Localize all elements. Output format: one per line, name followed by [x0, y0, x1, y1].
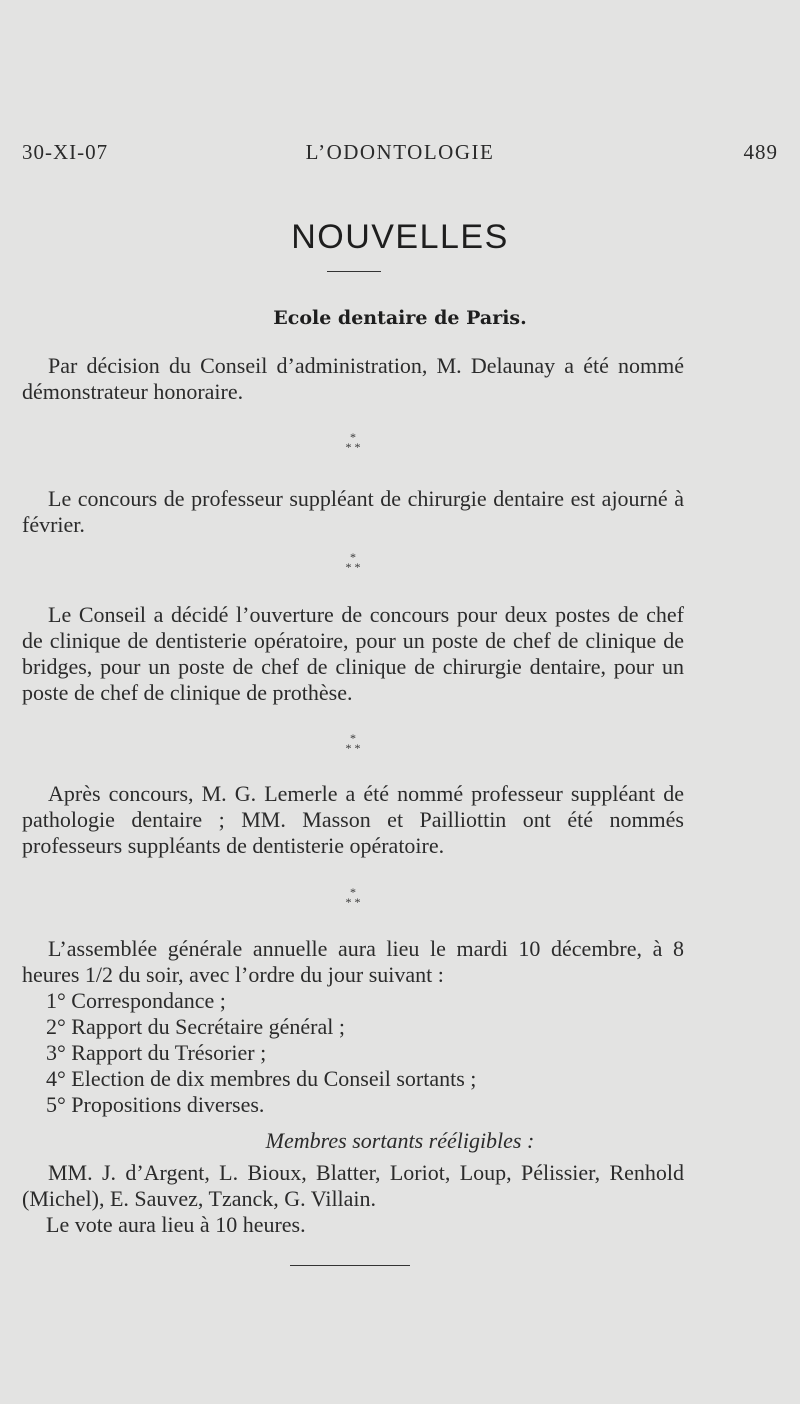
agenda-item: 3° Rapport du Trésorier ;: [46, 1040, 267, 1065]
section-title: NOUVELLES: [291, 218, 509, 256]
paragraph-nominations: Après concours, M. G. Lemerle a été nommé professeur suppléant de pathologie dentaire ; MM. Masson et Pailliottin ont été nommés professeurs suppléants de dentisterie opératoire.: [22, 781, 684, 858]
members-list: MM. J. d’Argent, L. Bioux, Blatter, Loriot, Loup, Pélissier, Renhold (Michel), E. Sauvez, Tzanck, G. Villain.: [22, 1160, 684, 1211]
agenda-item: 5° Propositions diverses.: [46, 1092, 265, 1117]
section-subtitle: Ecole dentaire de Paris.: [273, 307, 527, 329]
asterism-separator: * * *: [345, 731, 361, 755]
paragraph-demonstrateur: Par décision du Conseil d’administration, M. Delaunay a été nommé démonstrateur honoraire.: [22, 353, 684, 404]
agenda-item: 4° Election de dix membres du Conseil sortants ;: [46, 1066, 477, 1091]
asterism-separator: * * *: [345, 430, 361, 454]
agenda-item: 1° Correspondance ;: [46, 988, 226, 1013]
paragraph-ouverture-concours: Le Conseil a décidé l’ouverture de concours pour deux postes de chef de clinique de dentisterie opératoire, pour un poste de chef de clinique de bridges, pour un poste de chef de clinique de chirurgie dentaire, pour un poste de chef de clinique de prothèse.: [22, 602, 684, 705]
agenda-item: 2° Rapport du Secrétaire général ;: [46, 1014, 345, 1039]
paragraph-concours-ajourne: Le concours de professeur suppléant de chirurgie dentaire est ajourné à février.: [22, 486, 684, 537]
asterism-separator: * * *: [345, 550, 361, 574]
issue-date: 30-XI-07: [22, 140, 109, 164]
page-number: 489: [743, 140, 778, 164]
closing-note: Le vote aura lieu à 10 heures.: [46, 1212, 306, 1237]
paragraph-assemblee: L’assemblée générale annuelle aura lieu le mardi 10 décembre, à 8 heures 1/2 du soir, avec l’ordre du jour suivant :: [22, 936, 684, 987]
title-rule: [327, 271, 381, 272]
journal-title: L’ODONTOLOGIE: [305, 140, 495, 164]
end-rule: [290, 1265, 410, 1266]
members-heading: Membres sortants rééligibles :: [265, 1128, 535, 1153]
asterism-separator: * * *: [345, 885, 361, 909]
